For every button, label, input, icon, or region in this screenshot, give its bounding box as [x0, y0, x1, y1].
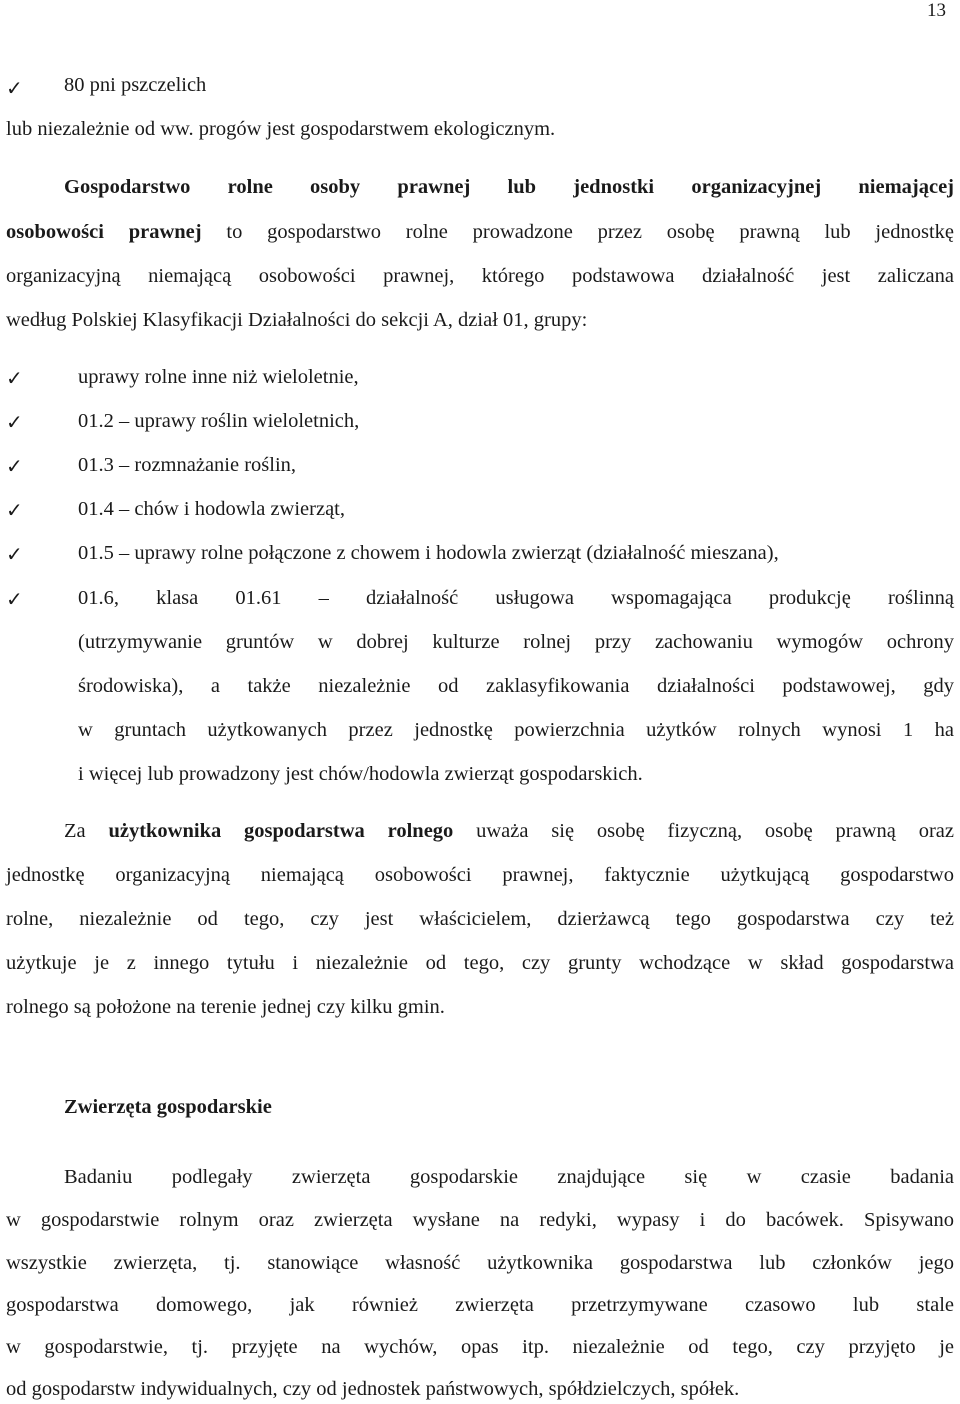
paragraph-line: użytkuje je z innego tytułu i niezależnie od tego, czy grunty wchodzące w skład gospodarstwa: [6, 952, 954, 974]
section-heading: Zwierzęta gospodarskie: [64, 1096, 272, 1118]
list-item: uprawy rolne inne niż wieloletnie,: [78, 366, 359, 388]
bold-term: użytkownika gospodarstwa rolnego: [108, 820, 454, 842]
list-item: 01.4 – chów i hodowla zwierząt,: [78, 498, 345, 520]
paragraph-line: [6, 221, 954, 244]
checkmark-icon: [6, 542, 23, 566]
list-item: 01.5 – uprawy rolne połączone z chowem i hodowla zwierząt (działalność mieszana),: [78, 542, 779, 564]
paragraph-line: lub niezależnie od ww. progów jest gospodarstwem ekologicznym.: [6, 118, 556, 140]
bold-term: Gospodarstwo rolne osoby prawnej lub jednostki organizacyjnej niemającej: [64, 176, 954, 198]
paragraph-line: Badaniu podlegały zwierzęta gospodarskie znajdujące się w czasie badania: [64, 1166, 954, 1188]
checkmark-icon: [6, 454, 23, 478]
paragraph-line: [64, 176, 954, 199]
paragraph-line: wszystkie zwierzęta, tj. stanowiące własność użytkownika gospodarstwa lub członków jego: [6, 1252, 954, 1274]
paragraph-line: według Polskiej Klasyfikacji Działalności do sekcji A, dział 01, grupy:: [6, 309, 588, 331]
paragraph-line: gospodarstwa domowego, jak również zwierzęta przetrzymywane czasowo lub stale: [6, 1294, 954, 1316]
paragraph-line: w gospodarstwie rolnym oraz zwierzęta wysłane na redyki, wypasy i do bacówek. Spisywano: [6, 1209, 954, 1231]
list-item: 01.2 – uprawy roślin wieloletnich,: [78, 410, 360, 432]
paragraph-line: [64, 820, 954, 843]
list-item: 80 pni pszczelich: [64, 74, 207, 96]
checkmark-icon: [6, 587, 23, 611]
paragraph-line: rolne, niezależnie od tego, czy jest właścicielem, dzierżawcą tego gospodarstwa czy też: [6, 908, 954, 930]
paragraph-line: w gospodarstwie, tj. przyjęte na wychów, opas itp. niezależnie od tego, czy przyjęto je: [6, 1336, 954, 1358]
bold-term: osobowości prawnej: [6, 221, 202, 243]
checkmark-icon: [6, 366, 23, 390]
text-run: to gospodarstwo rolne prowadzone przez osobę prawną lub jednostkę: [201, 221, 955, 243]
paragraph-line: od gospodarstw indywidualnych, czy od jednostek państwowych, spółdzielczych, spółek.: [6, 1378, 740, 1400]
paragraph-line: jednostkę organizacyjną niemającą osobowości prawnej, faktycznie użytkującą gospodarstwo: [6, 864, 954, 886]
page-number: 13: [927, 0, 946, 21]
text-run: Za: [64, 820, 109, 842]
list-item-line: środowiska), a także niezależnie od zaklasyfikowania działalności podstawowej, gdy: [78, 675, 954, 697]
paragraph-line: organizacyjną niemającą osobowości prawnej, którego podstawowa działalność jest zaliczana: [6, 265, 954, 287]
list-item-line: (utrzymywanie gruntów w dobrej kulturze rolnej przy zachowaniu wymogów ochrony: [78, 631, 954, 653]
text-run: uważa się osobę fizyczną, osobę prawną oraz: [453, 820, 954, 842]
list-item-line: i więcej lub prowadzony jest chów/hodowla zwierząt gospodarskich.: [78, 763, 643, 785]
list-item: 01.3 – rozmnażanie roślin,: [78, 454, 297, 476]
paragraph-line: rolnego są położone na terenie jednej czy kilku gmin.: [6, 996, 445, 1018]
checkmark-icon: [6, 498, 23, 522]
checkmark-icon: [6, 410, 23, 434]
list-item: 01.6, klasa 01.61 – działalność usługowa wspomagająca produkcję roślinną: [78, 587, 954, 609]
checkmark-icon: [6, 76, 23, 100]
list-item-line: w gruntach użytkowanych przez jednostkę powierzchnia użytków rolnych wynosi 1 ha: [78, 719, 954, 741]
